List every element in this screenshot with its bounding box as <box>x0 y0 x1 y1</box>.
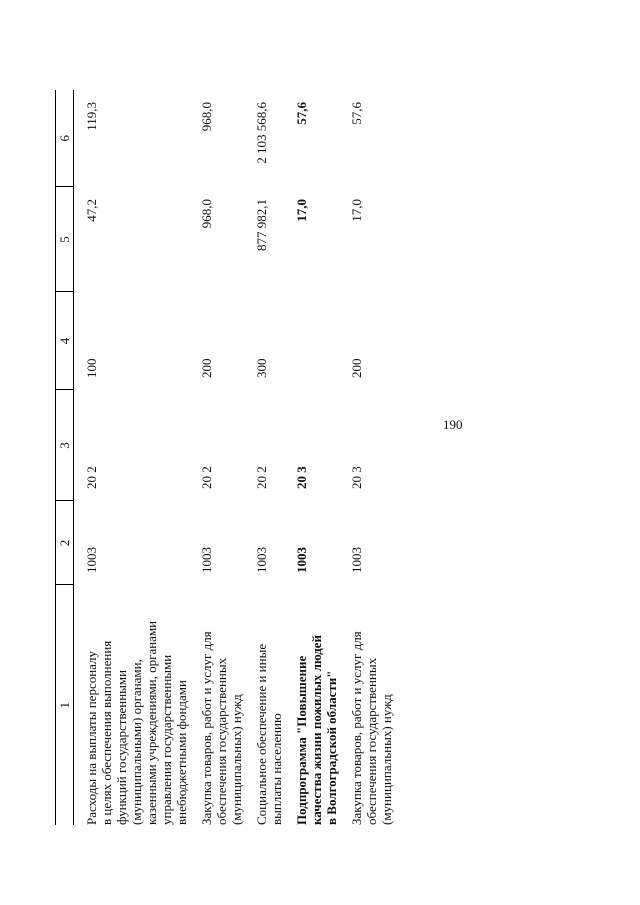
row-program-code: 20 3 <box>349 466 364 489</box>
spacer-cell <box>244 501 254 585</box>
spacer-cell <box>189 390 199 501</box>
row-name-line: функций государственными <box>114 669 129 825</box>
header-col-4: 4 <box>56 292 74 390</box>
spacer-cell <box>284 187 294 292</box>
spacer-cell <box>339 585 349 825</box>
spacer-cell <box>244 585 254 825</box>
row-spacer <box>244 90 254 825</box>
spacer-cell <box>74 390 85 501</box>
row-name-line: в Волгоградской области" <box>324 670 339 825</box>
row-program-code: 20 2 <box>199 466 214 489</box>
spacer-cell <box>189 187 199 292</box>
row-name-line: (муниципальных) нужд <box>229 694 244 825</box>
row-value-col6: 57,6 <box>294 102 309 125</box>
row-name-line: Подпрограмма "Повышение <box>294 655 309 825</box>
row-value-col5: 968,0 <box>199 199 214 229</box>
row-name-line: управления государственными <box>159 654 174 825</box>
row-name-line: Социальное обеспечение и иные <box>254 643 269 825</box>
row-expense-type: 300 <box>254 358 269 378</box>
row-section-code: 1003 <box>294 547 309 573</box>
row-value-col6: 968,0 <box>199 102 214 132</box>
row-name-line: казенными учреждениями, органами <box>144 620 159 825</box>
row-section-code: 1003 <box>84 547 99 573</box>
row-name-line: Расходы на выплаты персоналу <box>84 650 99 825</box>
spacer-cell <box>189 585 199 825</box>
table-row <box>199 90 244 825</box>
table-row <box>349 90 394 825</box>
row-name <box>84 585 189 825</box>
header-col-2: 2 <box>56 501 74 585</box>
row-spacer <box>339 90 349 825</box>
spacer-cell <box>74 187 85 292</box>
row-expense-type: 200 <box>199 358 214 378</box>
row-value-col6: 119,3 <box>84 102 99 131</box>
header-col-5: 5 <box>56 187 74 292</box>
spacer-cell <box>244 390 254 501</box>
spacer-cell <box>394 585 404 825</box>
header-col-1: 1 <box>56 585 74 825</box>
table-row <box>84 90 189 825</box>
spacer-cell <box>189 292 199 390</box>
header-col-6: 6 <box>56 90 74 187</box>
spacer-cell <box>284 501 294 585</box>
row-spacer <box>394 90 404 825</box>
spacer-cell <box>284 292 294 390</box>
row-value-col5: 877 982,1 <box>254 199 269 251</box>
table-row <box>254 90 284 825</box>
spacer-cell <box>339 187 349 292</box>
spacer-cell <box>394 187 404 292</box>
spacer-cell <box>394 292 404 390</box>
budget-table-rotated <box>55 90 475 825</box>
row-program-code: 20 3 <box>294 466 309 489</box>
row-value-col6: 57,6 <box>349 102 364 125</box>
row-value-col5: 47,2 <box>84 199 99 222</box>
spacer-cell <box>284 390 294 501</box>
spacer-cell <box>244 90 254 187</box>
table-body <box>74 90 405 825</box>
table-row <box>294 90 339 825</box>
row-spacer <box>189 90 199 825</box>
row-name-line: (муниципальными) органами, <box>129 659 144 825</box>
row-name-line: выплаты населению <box>269 713 284 825</box>
row-value-col5: 17,0 <box>294 199 309 222</box>
row-section-code: 1003 <box>254 547 269 573</box>
spacer-cell <box>339 501 349 585</box>
spacer-cell <box>339 390 349 501</box>
row-expense-type: 100 <box>84 358 99 378</box>
spacer-cell <box>74 90 85 187</box>
spacer-cell <box>394 390 404 501</box>
row-name-line: Закупка товаров, работ и услуг для <box>199 631 214 825</box>
row-section-code: 1003 <box>349 547 364 573</box>
row-value-col5: 17,0 <box>349 199 364 222</box>
row-name-line: (муниципальных) нужд <box>379 694 394 825</box>
spacer-cell <box>189 90 199 187</box>
row-program-code: 20 2 <box>84 466 99 489</box>
header-row <box>56 90 74 825</box>
row-section-code: 1003 <box>199 547 214 573</box>
spacer-cell <box>244 292 254 390</box>
header-col-3: 3 <box>56 390 74 501</box>
row-expense-type: 200 <box>349 358 364 378</box>
spacer-cell <box>244 187 254 292</box>
row-name-line: внебюджетными фондами <box>174 680 189 825</box>
row-expense-type <box>294 292 339 390</box>
page-number: 190 <box>443 417 463 432</box>
row-program-code: 20 2 <box>254 466 269 489</box>
spacer-cell <box>284 585 294 825</box>
row-name <box>294 585 339 825</box>
row-name <box>254 585 284 825</box>
spacer-cell <box>394 501 404 585</box>
spacer-cell <box>74 501 85 585</box>
row-name-line: обеспечения государственных <box>364 657 379 825</box>
row-name-line: в целях обеспечения выполнения <box>99 640 114 825</box>
spacer-cell <box>394 90 404 187</box>
spacer-cell <box>284 90 294 187</box>
row-spacer <box>74 90 85 825</box>
spacer-cell <box>339 292 349 390</box>
row-name <box>199 585 244 825</box>
spacer-cell <box>74 292 85 390</box>
row-name-line: обеспечения государственных <box>214 657 229 825</box>
row-name-line: Закупка товаров, работ и услуг для <box>349 631 364 825</box>
spacer-cell <box>189 501 199 585</box>
spacer-cell <box>339 90 349 187</box>
row-value-col6: 2 103 568,6 <box>254 102 269 164</box>
table-header <box>56 90 74 825</box>
row-name <box>349 585 394 825</box>
row-spacer <box>284 90 294 825</box>
budget-table <box>55 90 404 825</box>
row-name-line: качества жизни пожилых людей <box>309 635 324 825</box>
spacer-cell <box>74 585 85 825</box>
